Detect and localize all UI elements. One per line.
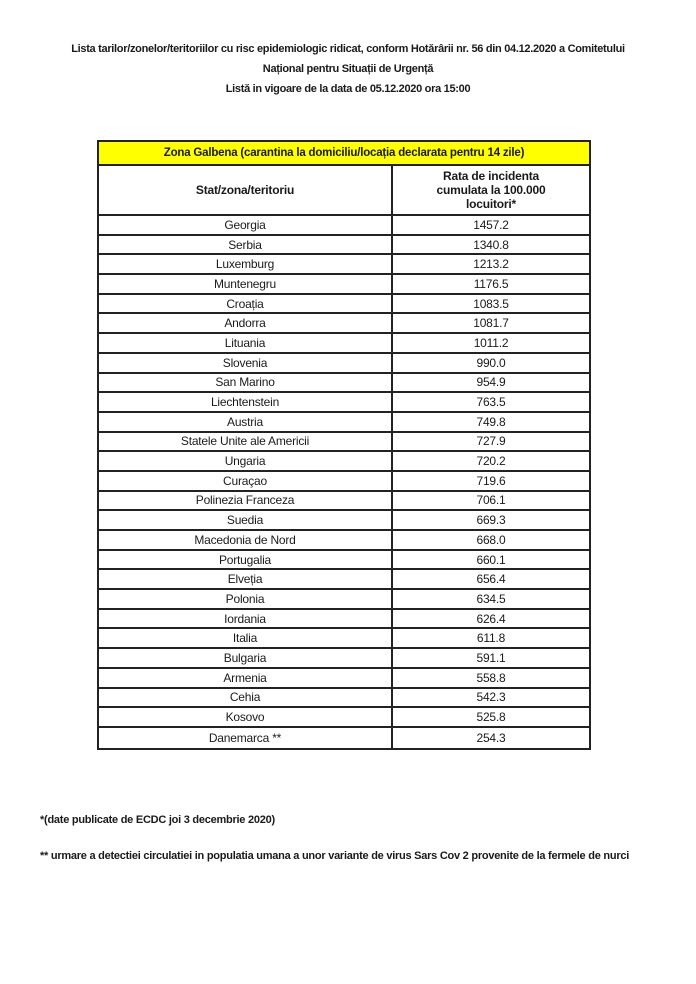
- rate-cell: 611.8: [476, 631, 506, 646]
- table-row: [99, 629, 589, 649]
- country-cell: Georgia: [99, 216, 393, 234]
- rate-cell: 706.1: [476, 493, 506, 508]
- country-cell: Statele Unite ale Americii: [99, 433, 393, 451]
- table-body: [99, 216, 589, 748]
- table-row: [99, 314, 589, 334]
- country-cell: Austria: [99, 413, 393, 431]
- rate-cell: 1340.8: [473, 237, 509, 252]
- table-row: [99, 708, 589, 728]
- rate-cell: 1081.7: [473, 316, 509, 331]
- country-cell: Portugalia: [99, 551, 393, 569]
- table-row: [99, 610, 589, 630]
- country-cell: Elveția: [99, 570, 393, 588]
- rate-cell: 1011.2: [473, 335, 509, 350]
- table-row: [99, 295, 589, 315]
- title-line-3: Listă in vigoare de la data de 05.12.2020 ora 15:00: [225, 83, 471, 95]
- risk-table: [97, 140, 591, 750]
- table-row: [99, 570, 589, 590]
- country-cell: Croația: [99, 295, 393, 313]
- rate-cell: 1213.2: [473, 257, 509, 272]
- rate-cell: 1083.5: [473, 296, 509, 311]
- table-row: [99, 216, 589, 236]
- country-cell: Armenia: [99, 669, 393, 687]
- country-cell: Kosovo: [99, 708, 393, 726]
- country-cell: Polinezia Franceza: [99, 492, 393, 510]
- table-row: [99, 374, 589, 394]
- rate-cell: 542.3: [476, 690, 506, 705]
- rate-cell: 668.0: [476, 532, 506, 547]
- rate-cell: 727.9: [476, 434, 506, 449]
- country-cell: Andorra: [99, 314, 393, 332]
- rate-cell: 1176.5: [473, 276, 509, 291]
- country-cell: Luxemburg: [99, 255, 393, 273]
- table-row: [99, 452, 589, 472]
- country-cell: Danemarca **: [99, 728, 393, 748]
- country-cell: Cehia: [99, 689, 393, 707]
- table-row: [99, 413, 589, 433]
- rate-cell: 558.8: [476, 670, 506, 685]
- table-row: [99, 433, 589, 453]
- footnote-mink-variant: ** urmare a detectiei circulatiei in populatia umana a unor variante de virus Sars Cov 2 provenite de la fermele de nurci: [40, 849, 630, 862]
- country-cell: Muntenegru: [99, 275, 393, 293]
- rate-cell: 990.0: [476, 355, 506, 370]
- rate-cell: 763.5: [476, 395, 506, 410]
- table-row: [99, 354, 589, 374]
- table-row: [99, 511, 589, 531]
- rate-cell: 525.8: [476, 710, 506, 725]
- rate-cell: 749.8: [476, 414, 506, 429]
- rate-cell: 720.2: [476, 454, 506, 469]
- footnote-ecdc: *(date publicate de ECDC joi 3 decembrie 2020): [40, 813, 275, 826]
- table-row: [99, 669, 589, 689]
- rate-cell: 591.1: [476, 650, 506, 665]
- country-cell: Suedia: [99, 511, 393, 529]
- rate-cell: 660.1: [476, 552, 506, 567]
- table-row: [99, 334, 589, 354]
- table-row: [99, 590, 589, 610]
- document-title: [0, 0, 696, 99]
- table-row: [99, 393, 589, 413]
- table-row: [99, 551, 589, 571]
- country-cell: Slovenia: [99, 354, 393, 372]
- country-cell: Macedonia de Nord: [99, 531, 393, 549]
- rate-cell: 669.3: [476, 513, 506, 528]
- country-cell: Italia: [99, 629, 393, 647]
- country-cell: Liechtenstein: [99, 393, 393, 411]
- table-row: [99, 236, 589, 256]
- table-row: [99, 492, 589, 512]
- country-cell: Ungaria: [99, 452, 393, 470]
- rate-cell: 634.5: [476, 591, 506, 606]
- table-row: [99, 649, 589, 669]
- zone-banner: Zona Galbena (carantina la domiciliu/locația declarata pentru 14 zile): [99, 142, 589, 166]
- country-cell: Bulgaria: [99, 649, 393, 667]
- rate-cell: 954.9: [476, 375, 506, 390]
- country-cell: San Marino: [99, 374, 393, 392]
- country-cell: Polonia: [99, 590, 393, 608]
- title-line-2: Național pentru Situații de Urgență: [262, 63, 434, 75]
- country-cell: Lituania: [99, 334, 393, 352]
- table-row: [99, 728, 589, 748]
- rate-cell: 1457.2: [473, 217, 509, 232]
- rate-cell: 719.6: [476, 473, 506, 488]
- rate-column-header: Rata de incidenta cumulata la 100.000 locuitori*: [436, 169, 546, 211]
- table-row: [99, 472, 589, 492]
- rate-cell: 254.3: [476, 730, 506, 745]
- country-cell: Curaçao: [99, 472, 393, 490]
- country-cell: Serbia: [99, 236, 393, 254]
- table-row: [99, 531, 589, 551]
- footnotes: [40, 810, 655, 867]
- table-header-row: [99, 166, 589, 216]
- country-column-header: Stat/zona/teritoriu: [99, 166, 393, 214]
- table-row: [99, 255, 589, 275]
- title-line-1: Lista tarilor/zonelor/teritoriilor cu risc epidemiologic ridicat, conform Hotărârii nr. 56 din 04.12.2020 a Comitetului: [71, 43, 625, 55]
- country-cell: Iordania: [99, 610, 393, 628]
- table-row: [99, 275, 589, 295]
- rate-cell: 656.4: [476, 572, 506, 587]
- table-row: [99, 689, 589, 709]
- rate-cell: 626.4: [476, 611, 506, 626]
